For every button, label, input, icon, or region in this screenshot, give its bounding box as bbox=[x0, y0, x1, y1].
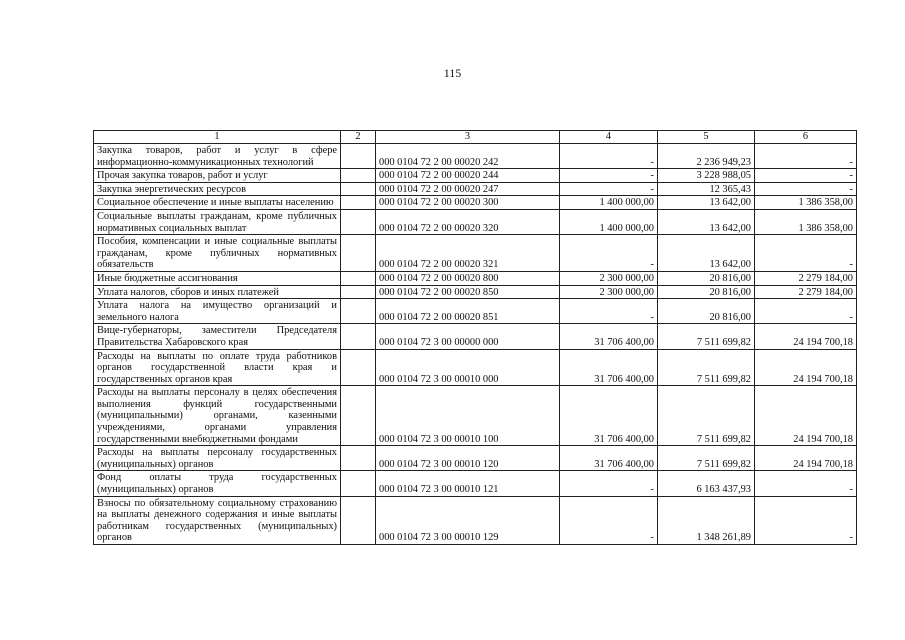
row-col4-cell: 2 300 000,00 bbox=[560, 285, 658, 299]
row-name-cell: Социальное обеспечение и иные выплаты населению bbox=[94, 196, 341, 210]
row-name-cell: Расходы на выплаты персоналу государственных (муниципальных) органов bbox=[94, 446, 341, 471]
column-header-4: 4 bbox=[560, 131, 658, 144]
row-empty-cell bbox=[341, 196, 376, 210]
row-col4-cell: - bbox=[560, 471, 658, 496]
row-col4-cell: - bbox=[560, 169, 658, 183]
row-col4-cell: 1 400 000,00 bbox=[560, 209, 658, 234]
column-header-6: 6 bbox=[755, 131, 857, 144]
row-code-cell: 000 0104 72 2 00 00020 851 bbox=[376, 299, 560, 324]
row-col4-cell: - bbox=[560, 299, 658, 324]
row-code-cell: 000 0104 72 3 00 00010 000 bbox=[376, 349, 560, 386]
row-name-cell: Уплата налогов, сборов и иных платежей bbox=[94, 285, 341, 299]
row-col6-cell: - bbox=[755, 235, 857, 272]
column-header-2: 2 bbox=[341, 131, 376, 144]
row-col5-cell: 13 642,00 bbox=[658, 209, 755, 234]
table-row bbox=[94, 324, 857, 349]
row-empty-cell bbox=[341, 349, 376, 386]
row-col5-cell: 6 163 437,93 bbox=[658, 471, 755, 496]
row-empty-cell bbox=[341, 285, 376, 299]
row-col5-cell: 7 511 699,82 bbox=[658, 386, 755, 446]
row-col4-cell: 31 706 400,00 bbox=[560, 349, 658, 386]
row-empty-cell bbox=[341, 446, 376, 471]
row-empty-cell bbox=[341, 209, 376, 234]
table-row bbox=[94, 285, 857, 299]
row-col4-cell: 2 300 000,00 bbox=[560, 271, 658, 285]
table-row bbox=[94, 196, 857, 210]
row-col6-cell: - bbox=[755, 299, 857, 324]
row-col5-cell: 2 236 949,23 bbox=[658, 144, 755, 169]
row-empty-cell bbox=[341, 144, 376, 169]
row-name-cell: Пособия, компенсации и иные социальные выплаты гражданам, кроме публичных нормативных обязательств bbox=[94, 235, 341, 272]
row-col4-cell: - bbox=[560, 496, 658, 544]
row-col4-cell: - bbox=[560, 144, 658, 169]
table-row bbox=[94, 446, 857, 471]
row-code-cell: 000 0104 72 3 00 00010 120 bbox=[376, 446, 560, 471]
row-code-cell: 000 0104 72 2 00 00020 244 bbox=[376, 169, 560, 183]
row-name-cell: Иные бюджетные ассигнования bbox=[94, 271, 341, 285]
row-col6-cell: 24 194 700,18 bbox=[755, 446, 857, 471]
row-col5-cell: 13 642,00 bbox=[658, 196, 755, 210]
row-col5-cell: 13 642,00 bbox=[658, 235, 755, 272]
table-row bbox=[94, 471, 857, 496]
table-row bbox=[94, 144, 857, 169]
table-row bbox=[94, 386, 857, 446]
row-code-cell: 000 0104 72 3 00 00010 121 bbox=[376, 471, 560, 496]
row-col6-cell: - bbox=[755, 169, 857, 183]
row-col5-cell: 20 816,00 bbox=[658, 271, 755, 285]
row-col4-cell: 31 706 400,00 bbox=[560, 446, 658, 471]
row-name-cell: Расходы на выплаты персоналу в целях обеспечения выполнения функций государственными (муниципальными) органами, казенными учреждениями, органами управления государственными внебюджетными фондами bbox=[94, 386, 341, 446]
row-col5-cell: 1 348 261,89 bbox=[658, 496, 755, 544]
row-name-cell: Прочая закупка товаров, работ и услуг bbox=[94, 169, 341, 183]
row-col6-cell: 2 279 184,00 bbox=[755, 285, 857, 299]
row-empty-cell bbox=[341, 324, 376, 349]
row-code-cell: 000 0104 72 2 00 00020 850 bbox=[376, 285, 560, 299]
page-number: 115 bbox=[443, 66, 462, 80]
row-empty-cell bbox=[341, 271, 376, 285]
table-row bbox=[94, 349, 857, 386]
row-name-cell: Вице-губернаторы, заместители Председателя Правительства Хабаровского края bbox=[94, 324, 341, 349]
column-header-5: 5 bbox=[658, 131, 755, 144]
row-name-cell: Закупка товаров, работ и услуг в сфере информационно-коммуникационных технологий bbox=[94, 144, 341, 169]
row-col5-cell: 7 511 699,82 bbox=[658, 446, 755, 471]
row-col4-cell: 31 706 400,00 bbox=[560, 386, 658, 446]
row-empty-cell bbox=[341, 235, 376, 272]
table-row bbox=[94, 271, 857, 285]
column-header-1: 1 bbox=[94, 131, 341, 144]
row-code-cell: 000 0104 72 2 00 00020 321 bbox=[376, 235, 560, 272]
row-col6-cell: 1 386 358,00 bbox=[755, 196, 857, 210]
row-name-cell: Расходы на выплаты по оплате труда работников органов государственной власти края и государственных органов края bbox=[94, 349, 341, 386]
row-empty-cell bbox=[341, 182, 376, 196]
row-code-cell: 000 0104 72 3 00 00010 129 bbox=[376, 496, 560, 544]
budget-table bbox=[93, 130, 857, 545]
row-name-cell: Уплата налога на имущество организаций и земельного налога bbox=[94, 299, 341, 324]
row-col5-cell: 12 365,43 bbox=[658, 182, 755, 196]
row-empty-cell bbox=[341, 169, 376, 183]
table-row bbox=[94, 209, 857, 234]
row-col6-cell: 2 279 184,00 bbox=[755, 271, 857, 285]
row-code-cell: 000 0104 72 2 00 00020 300 bbox=[376, 196, 560, 210]
row-code-cell: 000 0104 72 2 00 00020 247 bbox=[376, 182, 560, 196]
row-col6-cell: 24 194 700,18 bbox=[755, 324, 857, 349]
row-name-cell: Фонд оплаты труда государственных (муниципальных) органов bbox=[94, 471, 341, 496]
row-empty-cell bbox=[341, 299, 376, 324]
row-code-cell: 000 0104 72 2 00 00020 242 bbox=[376, 144, 560, 169]
row-col5-cell: 20 816,00 bbox=[658, 285, 755, 299]
row-code-cell: 000 0104 72 2 00 00020 320 bbox=[376, 209, 560, 234]
table-row bbox=[94, 169, 857, 183]
row-col5-cell: 7 511 699,82 bbox=[658, 324, 755, 349]
table-body bbox=[94, 144, 857, 545]
row-col6-cell: 1 386 358,00 bbox=[755, 209, 857, 234]
row-col5-cell: 3 228 988,05 bbox=[658, 169, 755, 183]
table-row bbox=[94, 496, 857, 544]
row-empty-cell bbox=[341, 386, 376, 446]
row-col4-cell: - bbox=[560, 182, 658, 196]
table-row bbox=[94, 182, 857, 196]
row-col6-cell: - bbox=[755, 182, 857, 196]
table-row bbox=[94, 235, 857, 272]
row-col6-cell: - bbox=[755, 496, 857, 544]
table-row bbox=[94, 299, 857, 324]
row-col6-cell: 24 194 700,18 bbox=[755, 349, 857, 386]
row-col4-cell: 1 400 000,00 bbox=[560, 196, 658, 210]
header-row bbox=[94, 131, 857, 144]
row-col5-cell: 20 816,00 bbox=[658, 299, 755, 324]
row-col4-cell: - bbox=[560, 235, 658, 272]
row-name-cell: Социальные выплаты гражданам, кроме публичных нормативных социальных выплат bbox=[94, 209, 341, 234]
row-col6-cell: - bbox=[755, 471, 857, 496]
row-name-cell: Взносы по обязательному социальному страхованию на выплаты денежного содержания и иные выплаты работникам государственных (муниципальных) органов bbox=[94, 496, 341, 544]
row-code-cell: 000 0104 72 3 00 00000 000 bbox=[376, 324, 560, 349]
row-code-cell: 000 0104 72 2 00 00020 800 bbox=[376, 271, 560, 285]
row-empty-cell bbox=[341, 471, 376, 496]
row-name-cell: Закупка энергетических ресурсов bbox=[94, 182, 341, 196]
row-col5-cell: 7 511 699,82 bbox=[658, 349, 755, 386]
row-empty-cell bbox=[341, 496, 376, 544]
column-header-3: 3 bbox=[376, 131, 560, 144]
row-code-cell: 000 0104 72 3 00 00010 100 bbox=[376, 386, 560, 446]
row-col6-cell: - bbox=[755, 144, 857, 169]
row-col4-cell: 31 706 400,00 bbox=[560, 324, 658, 349]
row-col6-cell: 24 194 700,18 bbox=[755, 386, 857, 446]
